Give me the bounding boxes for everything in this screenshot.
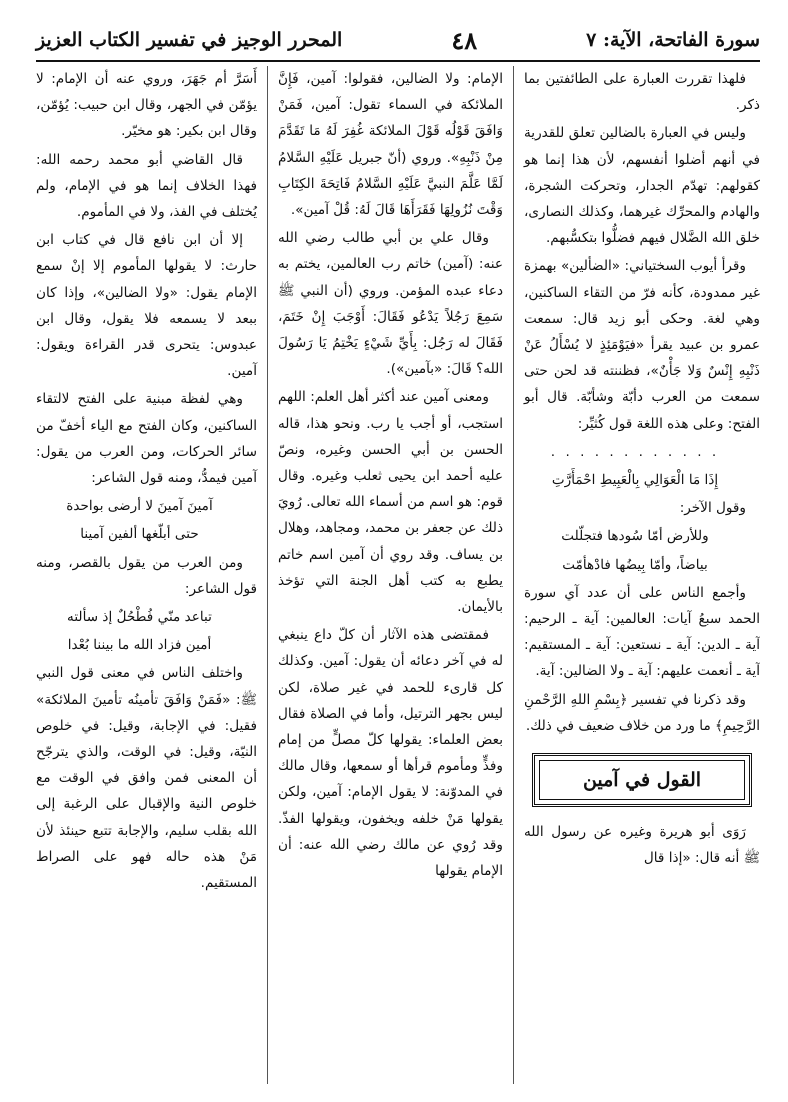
paragraph: وقال علي بن أبي طالب رضي الله عنه: (آمين) خاتم رب العالمين، يختم به دعاء عبده المؤمن. وروي (أن النبي ﷺ سَمِعَ رَجُلاً يَدْعُو فَقَالَ: أَوْجَبَ إِنْ خَتَمَ، فَقَالَ له رَجُل: بِأَيِّ شَيْءٍ يَخْتِمُ يَا رَسُولَ الله؟ قَالَ: «بآمين»). (278, 230, 503, 378)
paragraph: وأجمع الناس على أن عدد آي سورة الحمد سبعُ آيات: العالمين: آية ـ الرحيم: آية ـ الدين: آية ـ نستعين: آية ـ المستقيم: آية ـ أنعمت عليهم: آية ـ ولا الضالين: آية. (524, 584, 760, 680)
column-left (36, 66, 267, 1084)
paragraph: وليس في العبارة بالضالين تعلق للقدرية في أنهم أضلوا أنفسهم، لأن هذا إنما هو كقولهم: تهدّم الجدار، وتحركت الشجرة، والهادم والمحرِّك غيرهما، وكذلك النصارى، خلق الله الضَّلال فيهم فضلُّوا بتكسُّبهم. (524, 125, 760, 247)
poetry-verse: بياضاً، وأمّا بِيضُها فادْهأمّت (562, 556, 708, 573)
column-right (514, 66, 760, 1084)
poetry-verse: تباعد منّي فُطْحُلٌ إذ سألته (67, 609, 212, 626)
text-columns (36, 66, 760, 1084)
poetry-verse: إِذَا مَا الْعَوَالِي بِالْعَبِيطِ احْمَأَرَّتِ (551, 472, 719, 489)
paragraph: وقد ذكرنا في تفسير ﴿بِسْمِ اللهِ الرَّحْمنِ الرَّحِيمِ﴾ ما ورد من خلاف ضعيف في ذلك. (524, 691, 760, 734)
running-header (36, 20, 760, 60)
paragraph: قال القاضي أبو محمد رحمه الله: فهذا الخلاف إنما هو في الإمام، ولم يُختلف في الفذ، ولا في المأموم. (36, 151, 257, 221)
ellipsis-line: . . . . . . . . . . . . (550, 443, 720, 460)
page-number: ٤٨ (451, 25, 478, 55)
paragraph: واختلف الناس في معنى قول النبي ﷺ: «فَمَنْ وَافَقَ تأمينُه تأمينَ الملائكة» فقيل: في الإجابة، وقيل: في خلوص النيّة، وقيل: في الوقت، والذي يترجّح أن المعنى فمن وافق في الوقت مع خلوص النية والإقبال على الرغبة إلى الله بقلب سليم، والإجابة تتبع حينئذ لأن مَنْ هذه حاله فهو على الصراط المستقيم. (36, 665, 257, 892)
paragraph: إلا أن ابن نافع قال في كتاب ابن حارث: لا يقولها المأموم إلا إنْ سمع الإمام يقول: «ولا الضالين»، وإذا كان ببعد لا يسمعه فلا يقول، وقال ابن عبدوس: يتحرى قدر القراءة ويقول: آمين. (36, 232, 257, 380)
section-heading-box (532, 753, 752, 807)
poetry-verse: آمينَ آمينَ لا أرضى بواحدة (66, 498, 213, 515)
column-middle (267, 66, 514, 1084)
paragraph: رَوَى أبو هريرة وغيره عن رسول الله ﷺ أنه قال: «إذا قال (524, 824, 760, 867)
book-title: المحرر الوجيز في تفسير الكتاب العزيز (36, 29, 343, 51)
paragraph: وقرأ أيوب السختياني: «الضألين» بهمزة غير ممدودة، كأنه فرّ من التقاء الساكنين، وهي لغة. وحكى أبو زيد قال: سمعت عمرو بن عبيد يقرأ «فيَوْمَئِذٍ لا يُسْأَلُ عَنْ ذَنْبِهِ إِنْسٌ وَلا جَأْنٌ»، فظننته قد لحن حتى سمعت من العرب دأبّة وشأبّة. قال أبو الفتح: وعلى هذه اللغة قول كُثيِّر: (524, 258, 760, 432)
paragraph: وقول الآخر: (679, 500, 746, 517)
poetry-verse: وللأرض أمّا سُودها فتجلّلت (561, 528, 709, 545)
section-heading: القول في آمين (539, 760, 745, 800)
paragraph: ومعنى آمين عند أكثر أهل العلم: اللهم استجب، أو أجب يا رب. ونحو هذا، قاله الحسن بن أبي الحسن وغيره، ونصّ عليه أحمد ابن يحيى ثعلب وغيره. وقال قوم: هو اسم من أسماء الله تعالى. رُويَ ذلك عن جعفر بن محمد، ومجاهد، وهلال بن يساف. وقد روي أن آمين اسم خاتم يطبع به كتب أهل الجنة التي تؤخذ بالأيمان. (278, 389, 503, 616)
header-divider (36, 60, 760, 62)
poetry-verse: حتى أبلّغها ألفين آمينا (80, 526, 199, 543)
paragraph: فمقتضى هذه الآثار أن كلّ داع ينبغي له في آخر دعائه أن يقول: آمين. وكذلك كل قارىء للحمد في غير صلاة، لكن ليس بجهر الترتيل، وأما في الصلاة فقال بعض العلماء: يقولها كلّ مصلٍّ من إمام وفذٍّ ومأموم قرأها أو سمعها، وقال مالك في المدوّنة: لا يقول الإمام: آمين، ولكن يقولها مَنْ خلفه ويخفون، ويقولها الفذّ. وقد رُوي عن مالك رضي الله عنه: أن الإمام يقولها (278, 627, 503, 880)
poetry-verse: أمين فزاد الله ما بيننا بُعْدا (67, 637, 212, 654)
paragraph: أَسَرَّ أم جَهَرَ، وروي عنه أن الإمام: لا يؤمّن في الجهر، وقال ابن حبيب: يُؤمّن، وقال ابن بكير: هو مخيّر. (36, 71, 257, 140)
paragraph: فلهذا تقررت العبارة على الطائفتين بما ذكر. (524, 71, 760, 114)
paragraph: ومن العرب من يقول بالقصر، ومنه قول الشاعر: (36, 554, 257, 597)
surah-verse-label: سورة الفاتحة، الآية: ٧ (586, 29, 760, 51)
paragraph: الإمام: ولا الضالين، فقولوا: آمين، فَإِنَّ الملائكة في السماء تقول: آمين، فَمَنْ وَافَقَ قَوْلُه قَوْلَ الملائكة غُفِرَ لَهُ مَا تَقَدَّمَ مِنْ ذَنْبِهِ». وروي (أنّ جبريل عَلَيْهِ السَّلامُ لَمَّا عَلَّمَ النبيَّ عَلَيْهِ السَّلامُ فَاتِحَةَ الكِتَابِ وَقْتَ نُزُولِهَا فَقَرَأَهَا قَالَ لَهُ: قُلْ آمين». (278, 71, 503, 219)
paragraph: وهي لفظة مبنية على الفتح لالتقاء الساكنين، وكان الفتح مع الياء أخفّ من سائر الحركات، ومن العرب من يقول: آمين فيمدُّ، ومنه قول الشاعر: (36, 391, 257, 487)
